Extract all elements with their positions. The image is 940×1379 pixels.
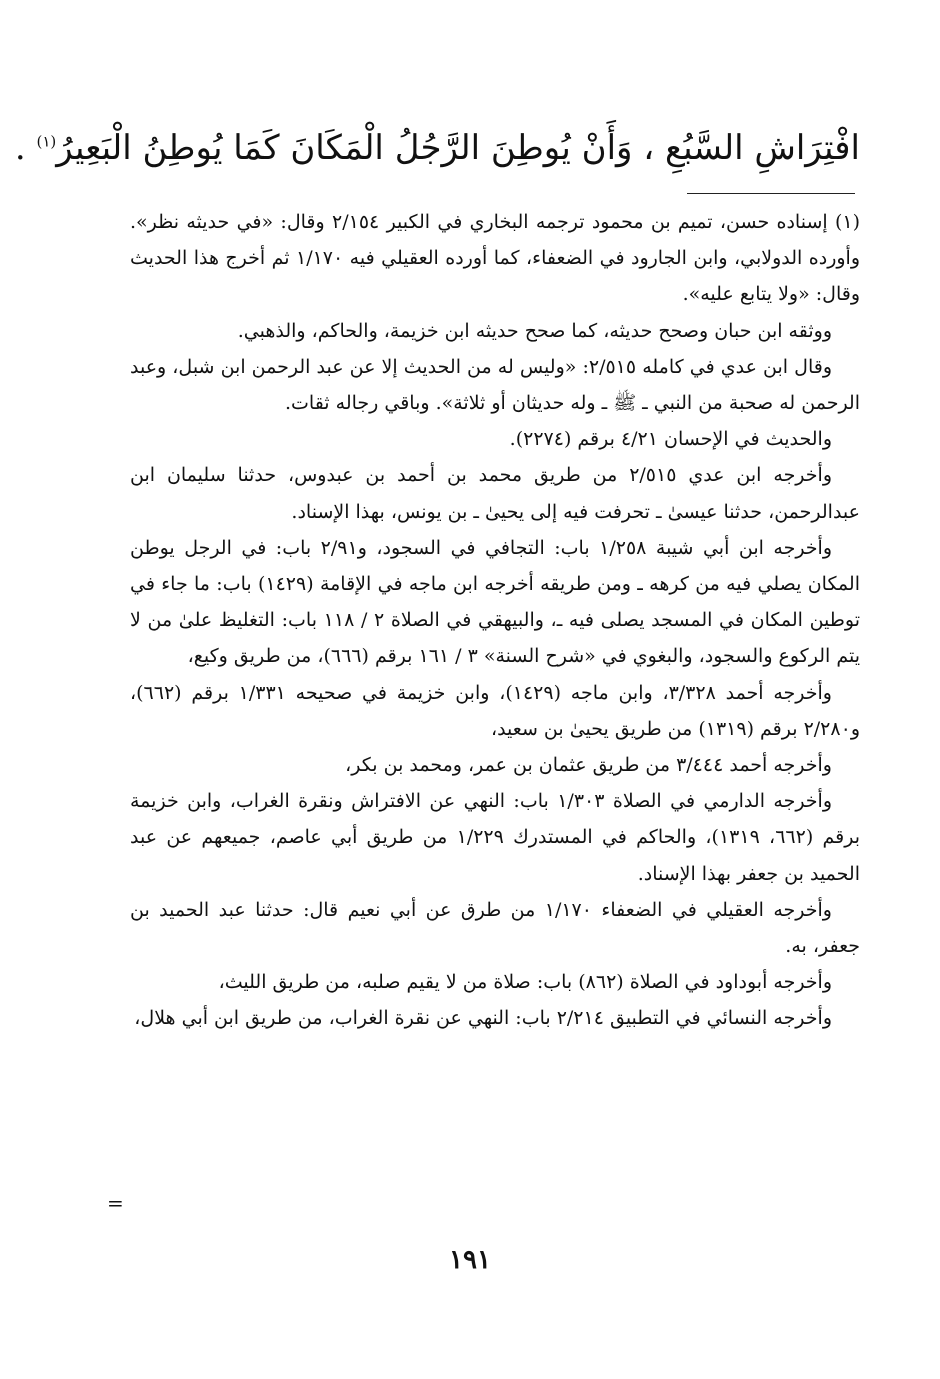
footnote-paragraph-3: وقال ابن عدي في كامله ٢/٥١٥: «وليس له من الحديث إلا عن عبد الرحمن ابن شبل، وعبد الرحمن له صحبة من النبي ـ ﷺ ـ وله حديثان أو ثلاثة». وباقي رجاله ثقات. [130, 355, 860, 415]
main-text-end: . [14, 128, 37, 168]
footnote-paragraph-9: وأخرجه الدارمي في الصلاة ١/٣٠٣ باب: النهي عن الافتراش ونقرة الغراب، وابن خزيمة برقم (٦٦٢، ١٣١٩)، والحاكم في المستدرك ١/٢٢٩ من طريق أبي عاصم، جميعهم عن عبد الحميد بن جعفر بهذا الإسناد. [130, 790, 860, 885]
footnotes-section [130, 204, 860, 1037]
footnote-paragraph-5: وأخرجه ابن عدي ٢/٥١٥ من طريق محمد بن أحمد بن عبدوس، حدثنا سليمان ابن عبدالرحمن، حدثنا عيسىٰ ـ تحرفت فيه إلى يحيىٰ ـ بن يونس، بهذا الإسناد. [130, 464, 860, 523]
footnote-reference: (١) [36, 132, 57, 151]
footnote-paragraph-2: ووثقه ابن حبان وصحح حديثه، كما صحح حديثه ابن خزيمة، والحاكم، والذهبي. [237, 319, 832, 342]
footnote-paragraph-12: وأخرجه النسائي في التطبيق ٢/٢١٤ باب: النهي عن نقرة الغراب، من طريق ابن أبي هلال، [134, 1007, 832, 1030]
footnote-paragraph-1: (١) إسناده حسن، تميم بن محمود ترجمه البخاري في الكبير ٢/١٥٤ وقال: «في حديثه نظر». وأورده الدولابي، وابن الجارود في الضعفاء، كما أورده العقيلي فيه ١/١٧٠ ثم أخرج هذا الحديث وقال: «ولا يتابع عليه». [130, 211, 861, 306]
footnote-paragraph-10: وأخرجه العقيلي في الضعفاء ١/١٧٠ من طرق عن أبي نعيم قال: حدثنا عبد الحميد بن جعفر، به. [130, 898, 860, 958]
footnote-paragraph-11: وأخرجه أبوداود في الصلاة (٨٦٢) باب: صلاة من لا يقيم صلبه، من طريق الليث، [218, 971, 832, 994]
page-number: ١٩١ [449, 1245, 491, 1275]
footnote-paragraph-7: وأخرجه أحمد ٣/٣٢٨، وابن ماجه (١٤٢٩)، وابن خزيمة في صحيحه ١/٣٣١ برقم (٦٦٢)، و٢/٢٨٠ برقم (١٣١٩) من طريق يحيىٰ بن سعيد، [130, 681, 860, 740]
footnote-paragraph-8: وأخرجه أحمد ٣/٤٤٤ من طريق عثمان بن عمر، ومحمد بن بكر، [345, 754, 832, 777]
main-text-body: افْتِرَاشِ السَّبُعِ ، وَأَنْ يُوطِنَ الرَّجُلُ الْمَكَانَ كَمَا يُوطِنُ الْبَعِيرُ [56, 128, 860, 168]
continuation-mark: = [107, 1191, 124, 1215]
footnote-separator [687, 193, 855, 194]
footnote-paragraph-6: وأخرجه ابن أبي شيبة ١/٢٥٨ باب: التجافي في السجود، و٢/٩١ باب: في الرجل يوطن المكان يصلي فيه من كرهه ـ ومن طريقه أخرجه ابن ماجه في الإقامة (١٤٢٩) باب: ما جاء في توطين المكان في المسجد يصلى فيه ـ، والبيهقي في الصلاة ٢ / ١١٨ باب: التغليظ علىٰ من لا يتم الركوع والسجود، والبغوي في «شرح السنة» ٣ / ١٦١ برقم (٦٦٦)، من طريق وكيع، [130, 536, 861, 668]
main-text-line [14, 112, 860, 184]
footnote-paragraph-4: والحديث في الإحسان ٤/٢١ برقم (٢٢٧٤). [509, 428, 832, 451]
